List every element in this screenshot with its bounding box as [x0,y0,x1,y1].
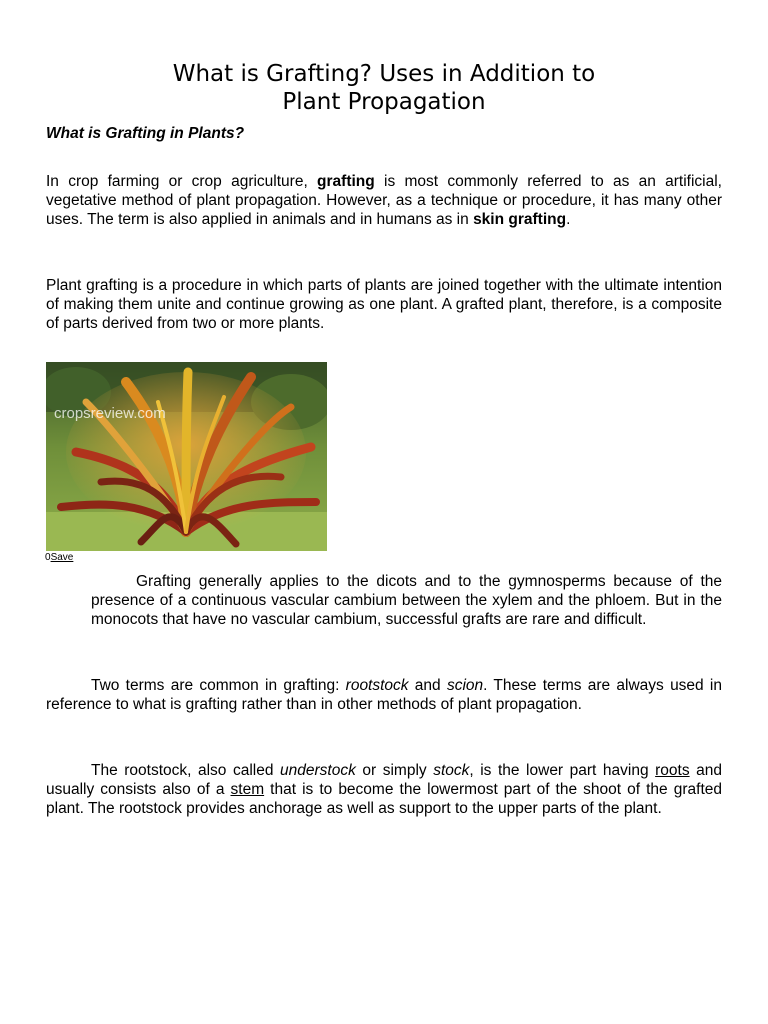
page-title [0,60,768,116]
paragraph-definition: Plant grafting is a procedure in which parts of plants are joined together with the ultimate intention of making them unite and continue growing as one plant. A grafted plant, therefore, is a composite of parts derived from two or more plants. [46,277,722,332]
title-line-2: Plant Propagation [282,89,486,115]
paragraph-terms [46,676,722,714]
para4-text-a: Two terms are common in grafting: [91,677,346,694]
save-control [45,551,73,564]
para4-text-c: and [408,677,447,694]
term-grafting: grafting [317,173,375,190]
para5-text-c: or simply [355,762,434,779]
title-line-1: What is Grafting? Uses in Addition to [172,61,596,87]
paragraph-dicots: Grafting generally applies to the dicots and to the gymnosperms because of the presence of a continuous vascular cambium between the xylem and the phloem. But in the monocots that have no vascular cambium, successful grafts are rare and difficult. [91,573,722,628]
image-watermark: cropsreview.com [54,405,166,422]
para1-text-a: In crop farming or crop agriculture, [46,173,318,190]
para1-text-c: is most commonly referred to as an artificial, vegetative method of plant propagation. However, as a technique or procedure, it has many other uses. The term is also applied in animals and in humans as in [46,173,722,228]
term-understock: understock [280,762,356,779]
save-count: 0 [45,552,51,563]
save-link[interactable]: Save [50,552,74,563]
croton-plant-image [46,362,327,551]
para5-text-g: and usually consists also of a [46,762,723,798]
paragraph-rootstock [46,761,722,818]
term-scion: scion [446,677,484,694]
link-roots[interactable]: roots [655,762,690,779]
paragraph-intro [46,172,722,229]
para5-text-e: , is the lower part having [469,762,656,779]
section-heading: What is Grafting in Plants? [46,125,245,142]
term-stock: stock [433,762,470,779]
term-rootstock: rootstock [345,677,409,694]
link-stem[interactable]: stem [230,781,265,798]
para4-text-e: . These terms are always used in reference to what is grafting rather than in other methods of plant propagation. [46,677,722,713]
para1-text-e: . [566,211,571,228]
para5-text-a: The rootstock, also called [91,762,281,779]
term-skin-grafting: skin grafting [473,211,567,228]
para5-text-i: that is to become the lowermost part of the shoot of the grafted plant. The rootstock provides anchorage as well as support to the upper parts of the plant. [46,781,722,817]
